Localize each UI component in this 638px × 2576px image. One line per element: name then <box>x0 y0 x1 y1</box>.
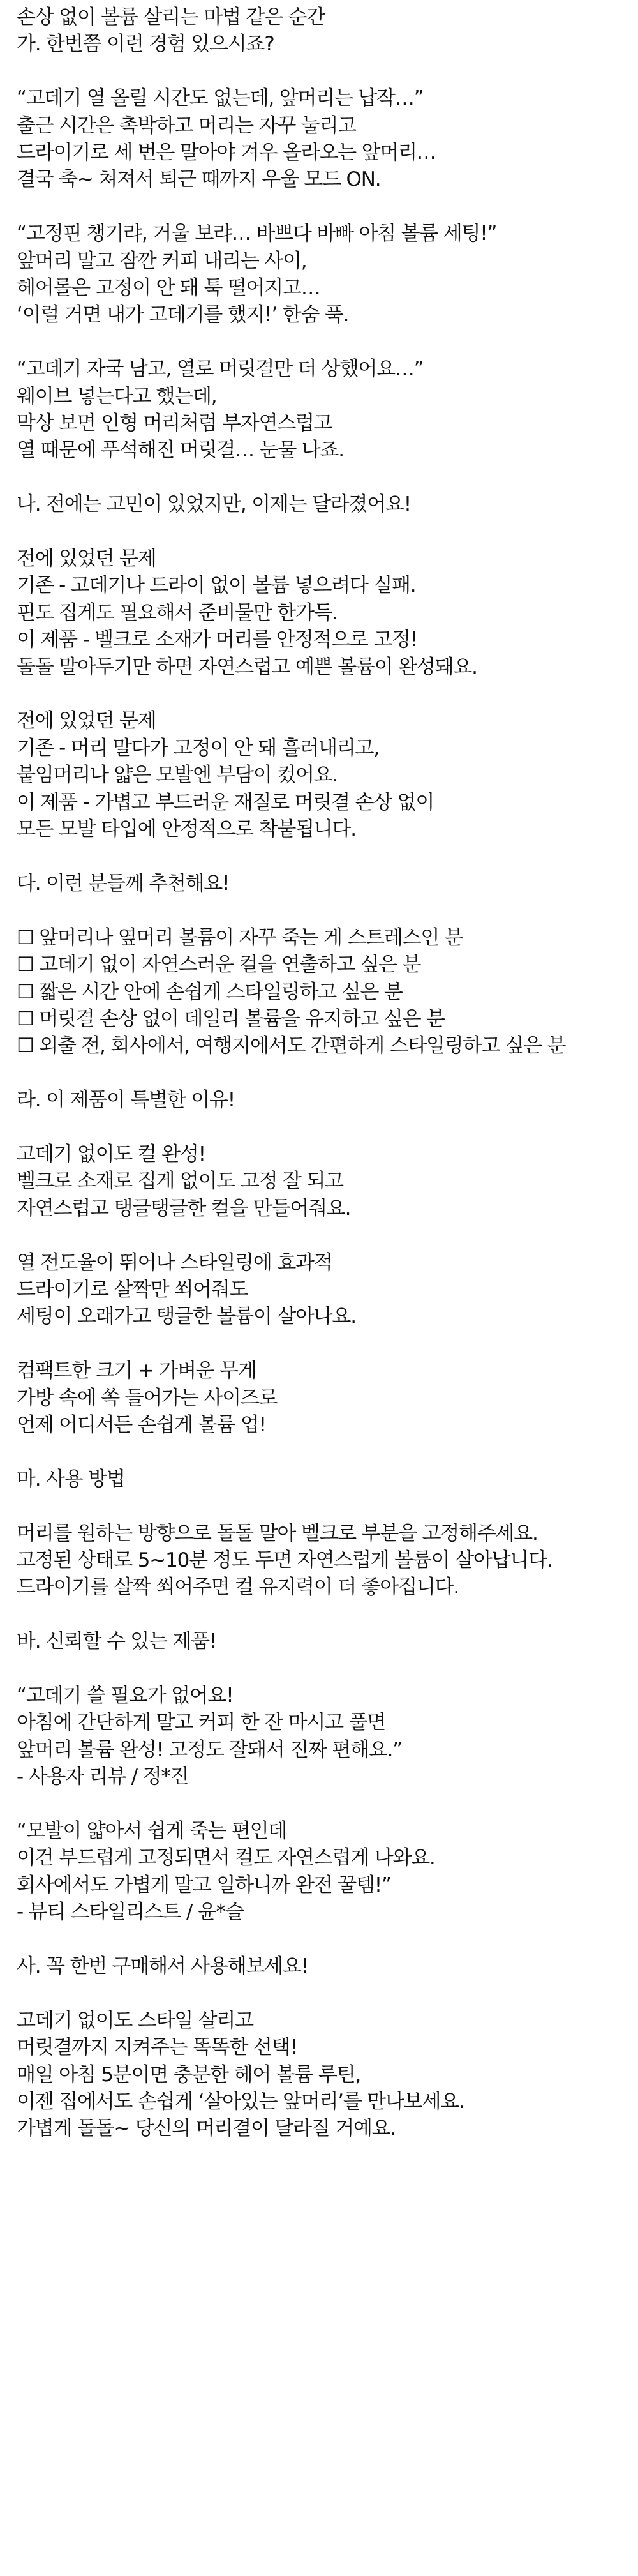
text-line: 출근 시간은 촉박하고 머리는 자꾸 눌리고 <box>17 114 356 137</box>
blank-line <box>17 193 621 220</box>
text-line: 머릿결까지 지켜주는 똑똑한 선택! <box>17 2036 297 2060</box>
text-line: 자연스럽고 탱글탱글한 컬을 만들어줘요. <box>17 1196 351 1220</box>
text-line: 이 제품 - 가볍고 부드러운 재질로 머릿결 손상 없이 <box>17 790 434 814</box>
text-line: 드라이기를 살짝 쐬어주면 컬 유지력이 더 좋아집니다. <box>17 1576 459 1599</box>
blank-line <box>17 464 621 491</box>
blank-line <box>17 1060 621 1087</box>
text-line: “고데기 열 올릴 시간도 없는데, 앞머리는 납작…” <box>17 87 424 110</box>
blank-line <box>17 1493 621 1519</box>
text-line: 이건 부드럽게 고정되면서 컬도 자연스럽게 나와요. <box>17 1846 435 1870</box>
text-line: ☐ 외출 전, 회사에서, 여행지에서도 간편하게 스타일링하고 싶은 분 <box>17 1034 566 1058</box>
text-line: ☐ 짧은 시간 안에 손쉽게 스타일링하고 싶은 분 <box>17 980 403 1004</box>
text-line: 모든 모발 타입에 안정적으로 착붙됩니다. <box>17 818 356 841</box>
text-line: 고데기 없이도 컬 완성! <box>17 1142 205 1166</box>
blank-line <box>17 897 621 924</box>
text-line: 앞머리 말고 잠깐 커피 내리는 사이, <box>17 249 307 273</box>
blank-line <box>17 843 621 870</box>
text-line: 가방 속에 쏙 들어가는 사이즈로 <box>17 1386 278 1410</box>
text-line: 헤어롤은 고정이 안 돼 툭 떨어지고… <box>17 276 320 300</box>
text-line: 전에 있었던 문제 <box>17 709 156 733</box>
text-line: ‘이럴 거면 내가 고데기를 했지!’ 한숨 푹. <box>17 303 349 327</box>
blank-line <box>17 1655 621 1682</box>
text-line: 앞머리 볼륨 완성! 고정도 잘돼서 진짜 편해요.” <box>17 1738 403 1761</box>
blank-line <box>17 1791 621 1818</box>
text-line: 회사에서도 가볍게 말고 일하니까 완전 꿀템!” <box>17 1873 391 1897</box>
text-line: “고데기 쓸 필요가 없어요! <box>17 1683 234 1707</box>
text-line: 가볍게 돌돌~ 당신의 머리결이 달라질 거예요. <box>17 2117 396 2141</box>
blank-line <box>17 1980 621 2007</box>
text-line: 전에 있었던 문제 <box>17 547 156 571</box>
text-line: 열 때문에 푸석해진 머릿결… 눈물 나죠. <box>17 439 344 462</box>
blank-line <box>17 1601 621 1628</box>
description-text <box>17 4 621 2143</box>
text-line: 라. 이 제품이 특별한 이유! <box>17 1088 235 1112</box>
blank-line <box>17 1926 621 1953</box>
text-line: “고데기 자국 남고, 열로 머릿결만 더 상했어요…” <box>17 358 424 381</box>
blank-line <box>17 1438 621 1465</box>
text-line: 매일 아침 5분이면 충분한 헤어 볼륨 루틴, <box>17 2063 361 2086</box>
text-line: 막상 보면 인형 머리처럼 부자연스럽고 <box>17 412 332 435</box>
text-line: 붙임머리나 얇은 모발엔 부담이 컸어요. <box>17 764 338 787</box>
blank-line <box>17 58 621 85</box>
text-line: 열 전도율이 뛰어나 스타일링에 효과적 <box>17 1251 332 1274</box>
text-line: 결국 축~ 쳐져서 퇴근 때까지 우울 모드 ON. <box>17 168 381 192</box>
text-line: 기존 - 머리 말다가 고정이 안 돼 흘러내리고, <box>17 736 379 760</box>
blank-line <box>17 1222 621 1249</box>
text-line: 돌돌 말아두기만 하면 자연스럽고 예쁜 볼륨이 완성돼요. <box>17 655 477 679</box>
text-line: 사. 꼭 한번 구매해서 사용해보세요! <box>17 1954 308 1978</box>
text-line: 나. 전에는 고민이 있었지만, 이제는 달라졌어요! <box>17 493 411 516</box>
text-line: 이 제품 - 벨크로 소재가 머리를 안정적으로 고정! <box>17 628 417 652</box>
text-line: 기존 - 고데기나 드라이 없이 볼륨 넣으려다 실패. <box>17 574 416 598</box>
text-line: 벨크로 소재로 집게 없이도 고정 잘 되고 <box>17 1170 343 1193</box>
text-line: 바. 신뢰할 수 있는 제품! <box>17 1630 217 1653</box>
text-line: 고데기 없이도 스타일 살리고 <box>17 2008 253 2032</box>
blank-line <box>17 681 621 707</box>
text-line: 가. 한번쯤 이런 경험 있으시죠? <box>17 33 274 56</box>
blank-line <box>17 1114 621 1141</box>
text-line: - 사용자 리뷰 / 정*진 <box>17 1765 189 1789</box>
text-line: ☐ 앞머리나 옆머리 볼륨이 자꾸 죽는 게 스트레스인 분 <box>17 926 463 949</box>
text-line: 아침에 간단하게 말고 커피 한 잔 마시고 풀면 <box>17 1711 386 1735</box>
text-line: 핀도 집게도 필요해서 준비물만 한가득. <box>17 601 338 624</box>
text-line: 드라이기로 살짝만 쐬어줘도 <box>17 1277 248 1301</box>
blank-line <box>17 518 621 545</box>
text-line: 언제 어디서든 손쉽게 볼륨 업! <box>17 1413 266 1436</box>
text-line: - 뷰티 스타일리스트 / 윤*슬 <box>17 1901 244 1924</box>
text-line: 드라이기로 세 번은 말아야 겨우 올라오는 앞머리… <box>17 141 436 165</box>
text-line: 세팅이 오래가고 탱글한 볼륨이 살아나요. <box>17 1305 356 1329</box>
blank-line <box>17 329 621 356</box>
text-line: “모발이 얇아서 쉽게 죽는 편인데 <box>17 1819 287 1842</box>
text-line: 컴팩트한 크기 + 가벼운 무게 <box>17 1359 256 1383</box>
text-line: 다. 이런 분들께 추천해요! <box>17 871 230 895</box>
text-line: 웨이브 넣는다고 했는데, <box>17 384 217 408</box>
text-line: 마. 사용 방법 <box>17 1467 125 1491</box>
text-line: 손상 없이 볼륨 살리는 마법 같은 순간 <box>17 6 325 29</box>
blank-line <box>17 1330 621 1357</box>
text-line: 머리를 원하는 방향으로 돌돌 말아 벨크로 부분을 고정해주세요. <box>17 1521 538 1545</box>
text-line: ☐ 머릿결 손상 없이 데일리 볼륨을 유지하고 싶은 분 <box>17 1007 445 1030</box>
text-line: 고정된 상태로 5~10분 정도 두면 자연스럽게 볼륨이 살아납니다. <box>17 1548 553 1572</box>
text-line: 이젠 집에서도 손쉽게 ‘살아있는 앞머리’를 만나보세요. <box>17 2090 464 2113</box>
text-line: “고정핀 챙기랴, 거울 보랴… 바쁘다 바빠 아침 볼륨 세팅!” <box>17 222 497 246</box>
text-line: ☐ 고데기 없이 자연스러운 컬을 연출하고 싶은 분 <box>17 953 421 977</box>
